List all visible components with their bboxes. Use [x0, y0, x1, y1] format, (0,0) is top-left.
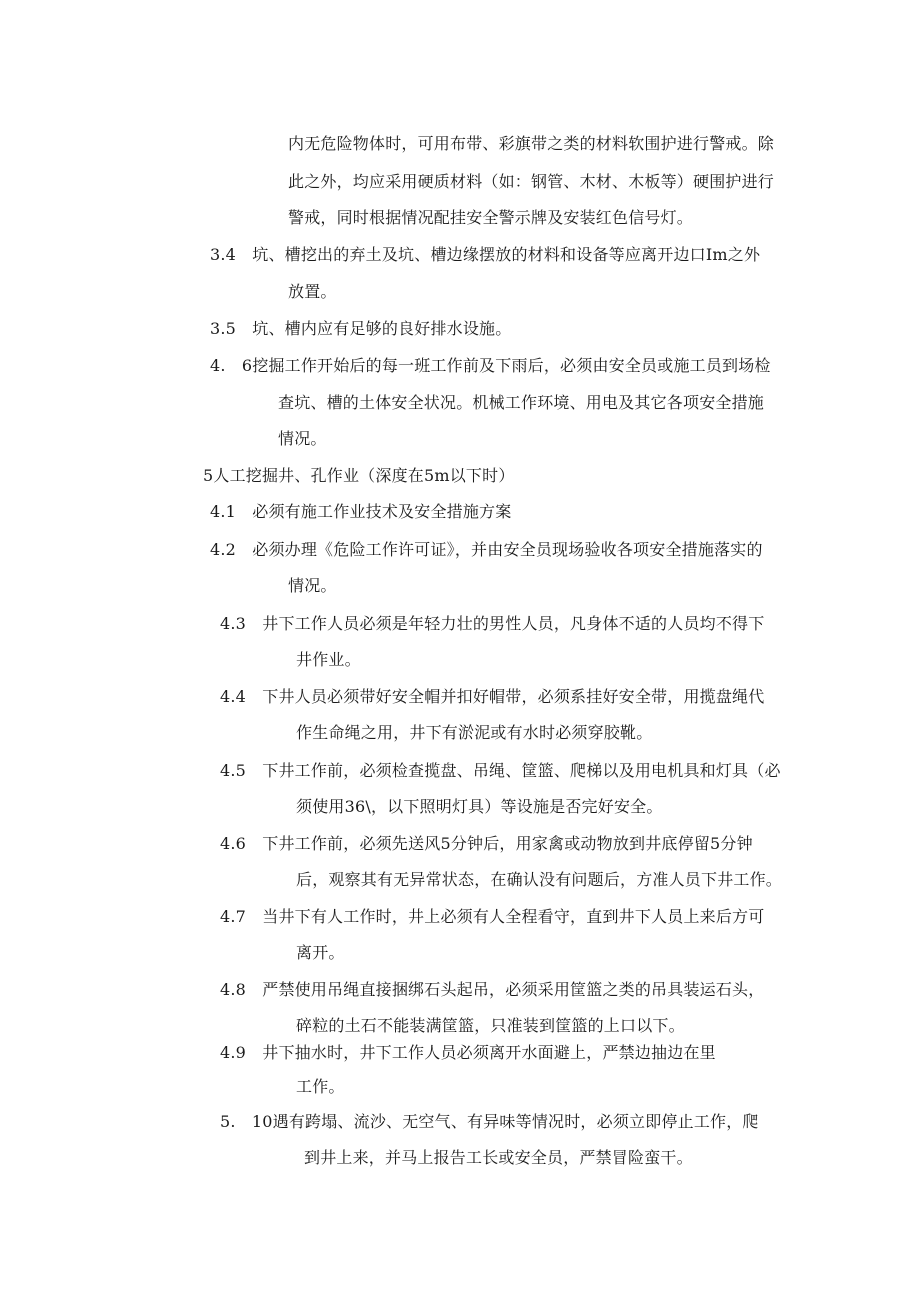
text-line: 4.6 下井工作前，必须先送风5分钟后，用家禽或动物放到井底停留5分钟	[220, 834, 753, 853]
text-line: 井作业。	[296, 650, 361, 669]
text-line: 内无危险物体时，可用布带、彩旗带之类的材料软围护进行警戒。除	[288, 134, 775, 153]
text-line: 4.8 严禁使用吊绳直接捆绑石头起吊，必须采用筐篮之类的吊具装运石头，	[220, 980, 765, 999]
text-line: 情况。	[288, 576, 337, 595]
text-line: 4.1 必须有施工作业技术及安全措施方案	[210, 502, 512, 521]
text-line: 查坑、槽的土体安全状况。机械工作环境、用电及其它各项安全措施	[278, 393, 765, 412]
text-line: 警戒，同时根据情况配挂安全警示牌及安装红色信号灯。	[288, 208, 694, 227]
text-line: 后，观察其有无异常状态，在确认没有问题后，方准人员下井工作。	[296, 870, 783, 889]
text-line: 5. 10遇有跨塌、流沙、无空气、有异味等情况时，必须立即停止工作，爬	[220, 1112, 759, 1131]
text-line: 4.2 必须办理《危险工作许可证》，并由安全员现场验收各项安全措施落实的	[210, 540, 763, 559]
text-line: 放置。	[288, 282, 337, 301]
text-line: 4.3 井下工作人员必须是年轻力壮的男性人员，凡身体不适的人员均不得下	[220, 614, 765, 633]
text-line: 须使用36\，以下照明灯具）等设施是否完好安全。	[296, 797, 663, 816]
text-line: 4.9 井下抽水时，井下工作人员必须离开水面避上，严禁边抽边在里	[220, 1043, 716, 1062]
section-heading: 5人工挖掘井、孔作业（深度在5m以下时）	[203, 466, 515, 485]
text-line: 4. 6挖掘工作开始后的每一班工作前及下雨后，必须由安全员或施工员到场检	[210, 356, 771, 375]
text-line: 作生命绳之用，井下有淤泥或有水时必须穿胶靴。	[296, 723, 653, 742]
text-line: 此之外，均应采用硬质材料（如：钢管、木材、木板等）硬围护进行	[288, 172, 775, 191]
text-line: 3.5 坑、槽内应有足够的良好排水设施。	[210, 319, 512, 338]
text-line: 工作。	[296, 1077, 345, 1096]
text-line: 4.5 下井工作前，必须检查揽盘、吊绳、筐篮、爬梯以及用电机具和灯具（必	[220, 761, 781, 780]
text-line: 4.4 下井人员必须带好安全帽并扣好帽带，必须系挂好安全带，用揽盘绳代	[220, 687, 765, 706]
text-line: 4.7 当井下有人工作时，井上必须有人全程看守，直到井下人员上来后方可	[220, 907, 765, 926]
text-line: 碎粒的土石不能装满筐篮，只准装到筐篮的上口以下。	[296, 1016, 685, 1035]
text-line: 离开。	[296, 943, 345, 962]
text-line: 3.4 坑、槽挖出的弃土及坑、槽边缘摆放的材料和设备等应离开边口Im之外	[210, 245, 761, 264]
text-line: 到井上来，并马上报告工长或安全员，严禁冒险蛮干。	[304, 1148, 693, 1167]
text-line: 情况。	[278, 429, 327, 448]
